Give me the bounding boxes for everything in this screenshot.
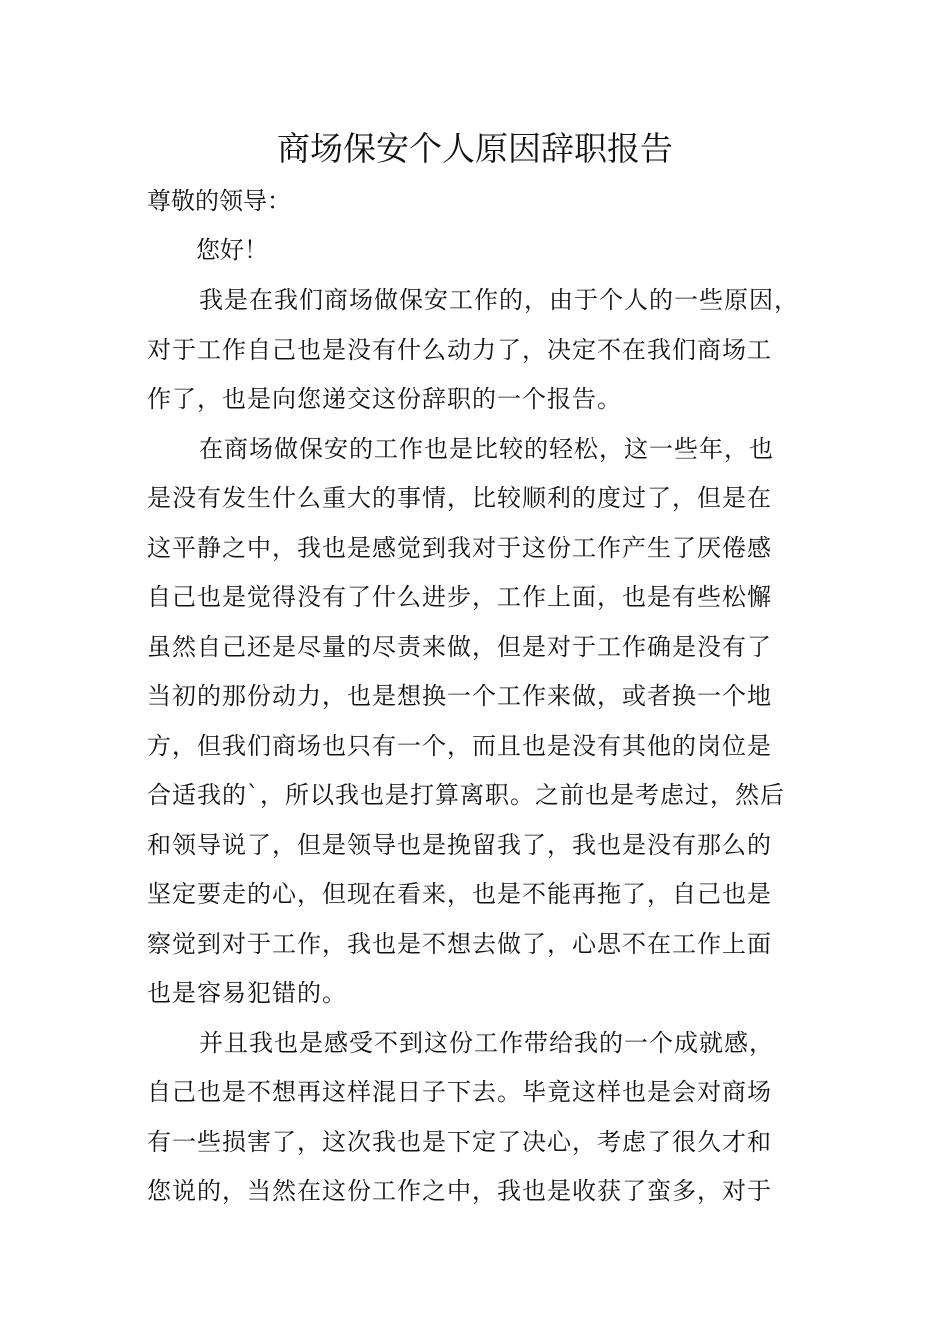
paragraph-line: 当初的那份动力，也是想换一个工作来做，或者换一个地 xyxy=(147,682,772,710)
paragraph-line: 虽然自己还是尽量的尽责来做，但是对于工作确是没有了 xyxy=(147,632,772,661)
paragraph-line: 是没有发生什么重大的事情，比较顺利的度过了，但是在 xyxy=(147,484,772,512)
paragraph-line: 我是在我们商场做保安工作的，由于个人的一些原因， xyxy=(199,286,799,314)
paragraph-line: 方，但我们商场也只有一个，而且也是没有其他的岗位是 xyxy=(147,731,772,760)
paragraph-line: 有一些损害了，这次我也是下定了决心，考虑了很久才和 xyxy=(147,1127,772,1156)
paragraph-line: 对于工作自己也是没有什么动力了，决定不在我们商场工 xyxy=(147,335,772,364)
paragraph-line: 坚定要走的心，但现在看来，也是不能再拖了，自己也是 xyxy=(147,880,772,908)
paragraph-line: 自己也是觉得没有了什么进步，工作上面，也是有些松懈 xyxy=(147,583,772,611)
paragraph-line: 自己也是不想再这样混日子下去。毕竟这样也是会对商场 xyxy=(147,1078,772,1106)
body-text xyxy=(147,284,827,1225)
paragraph-line: 这平静之中，我也是感觉到我对于这份工作产生了厌倦感 xyxy=(147,533,772,562)
paragraph-line: 也是容易犯错的。 xyxy=(147,979,347,1007)
paragraph-line: 和领导说了，但是领导也是挽留我了，我也是没有那么的 xyxy=(147,830,772,859)
paragraph-line: 合适我的`，所以我也是打算离职。之前也是考虑过，然后 xyxy=(147,781,785,809)
document-title: 商场保安个人原因辞职报告 xyxy=(277,129,673,168)
paragraph-line: 在商场做保安的工作也是比较的轻松，这一些年，也 xyxy=(199,434,774,463)
paragraph-line: 并且我也是感受不到这份工作带给我的一个成就感， xyxy=(199,1028,774,1057)
paragraph-line: 您说的，当然在这份工作之中，我也是收获了蛮多，对于 xyxy=(147,1177,772,1205)
greeting: 您好！ xyxy=(196,236,268,264)
salutation: 尊敬的领导： xyxy=(147,187,291,215)
paragraph-line: 作了，也是向您递交这份辞职的一个报告。 xyxy=(147,385,622,413)
paragraph-line: 察觉到对于工作，我也是不想去做了，心思不在工作上面 xyxy=(147,929,772,958)
